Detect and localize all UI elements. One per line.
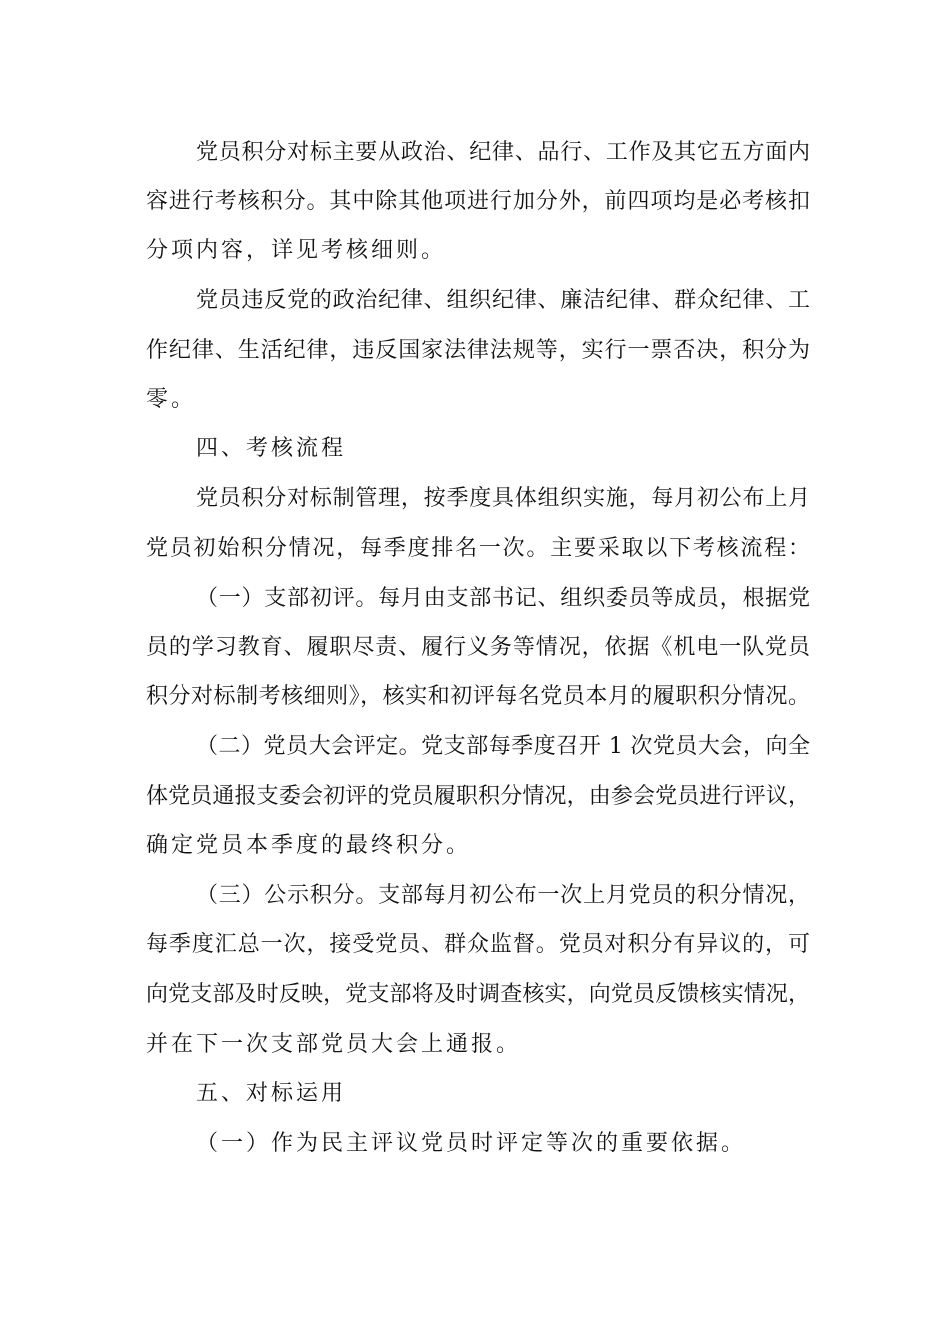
paragraph-4-line-2: 员的学习教育、履职尽责、履行义务等情况，依据《机电一队党员 (146, 635, 810, 660)
paragraph-1-line-2: 容进行考核积分。其中除其他项进行加分外，前四项均是必考核扣 (146, 189, 810, 214)
paragraph-2-line-3: 零。 (146, 387, 197, 412)
paragraph-5-line-3: 确定党员本季度的最终积分。 (146, 833, 472, 858)
paragraph-4-line-1: （一）支部初评。每月由支部书记、组织委员等成员，根据党 (196, 586, 810, 611)
paragraph-6-line-3: 向党支部及时反映，党支部将及时调查核实，向党员反馈核实情况， (146, 982, 810, 1007)
section-heading-process: 四、考核流程 (196, 436, 347, 461)
paragraph-2-line-2: 作纪律、生活纪律，违反国家法律法规等，实行一票否决，积分为 (146, 338, 810, 363)
paragraph-6-line-1: （三）公示积分。支部每月初公布一次上月党员的积分情况， (196, 883, 810, 908)
paragraph-3-line-2: 党员初始积分情况，每季度排名一次。主要采取以下考核流程： (146, 536, 810, 561)
paragraph-6-line-2: 每季度汇总一次，接受党员、群众监督。党员对积分有异议的，可 (146, 932, 810, 957)
paragraph-5-line-2: 体党员通报支委会初评的党员履职积分情况，由参会党员进行评议， (146, 784, 810, 809)
paragraph-2-line-1: 党员违反党的政治纪律、组织纪律、廉洁纪律、群众纪律、工 (196, 288, 810, 313)
paragraph-4-line-3: 积分对标制考核细则》，核实和初评每名党员本月的履职积分情况。 (146, 684, 810, 709)
paragraph-1-line-3: 分项内容，详见考核细则。 (146, 238, 447, 263)
paragraph-3-line-1: 党员积分对标制管理，按季度具体组织实施，每月初公布上月 (196, 486, 810, 511)
paragraph-6-line-4: 并在下一次支部党员大会上通报。 (146, 1032, 522, 1057)
paragraph-1-line-1: 党员积分对标主要从政治、纪律、品行、工作及其它五方面内 (196, 140, 810, 165)
paragraph-5-line-1: （二）党员大会评定。党支部每季度召开 1 次党员大会，向全 (196, 734, 810, 759)
paragraph-7-line-1: （一）作为民主评议党员时评定等次的重要依据。 (196, 1131, 747, 1156)
section-heading-application: 五、对标运用 (196, 1081, 347, 1106)
